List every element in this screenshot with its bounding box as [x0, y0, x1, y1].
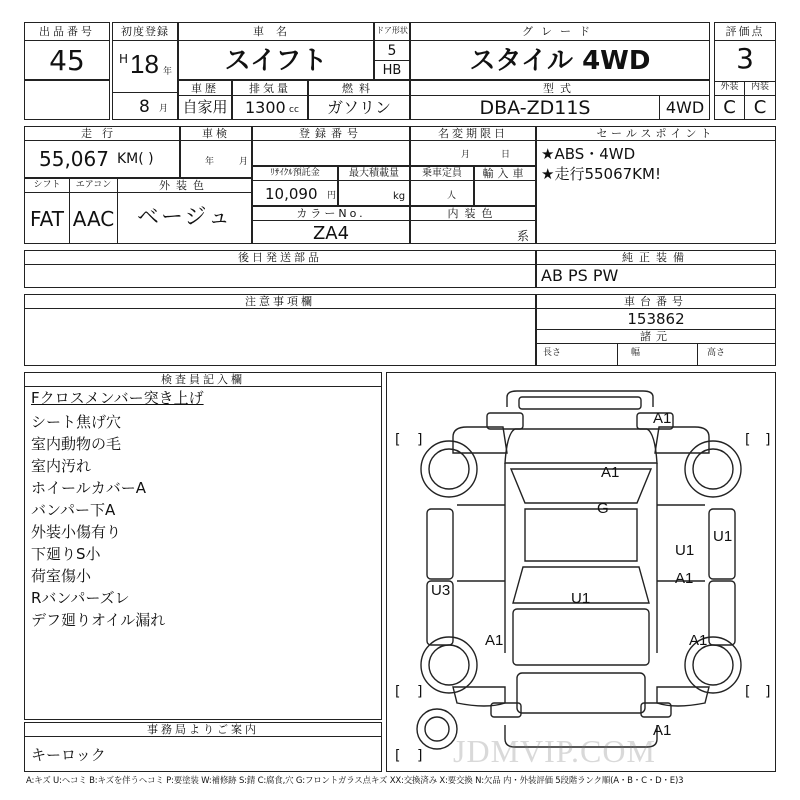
tailgate	[517, 673, 645, 713]
inspection-box	[180, 126, 252, 178]
front-wheel-left-inner	[429, 449, 469, 489]
bracket-rl-open: [	[395, 684, 401, 700]
history-box	[178, 80, 232, 120]
bracket-spare-close: ]	[417, 748, 423, 764]
later-parts-label: 後日発送部品	[238, 251, 322, 264]
grade-value: スタイル 4WD	[469, 46, 651, 76]
door-label: ドア形状	[376, 26, 408, 35]
interior-color-suffix: 系	[517, 229, 530, 243]
car-diagram	[387, 373, 775, 771]
year-unit: 年	[163, 67, 173, 77]
displacement-value: 1300	[245, 98, 286, 117]
grade-box	[410, 22, 710, 80]
ext-label: 外装	[720, 82, 739, 92]
reg-no-box	[252, 126, 410, 166]
spare-wheel	[417, 709, 457, 749]
damage-left-rear-door: U3	[431, 582, 451, 599]
interior-color-box	[410, 206, 536, 244]
fuel-box	[308, 80, 410, 120]
ac-label: エアコン	[75, 180, 112, 190]
inspection-month-unit: 月	[239, 157, 249, 167]
spare-wheel-inner	[425, 717, 449, 741]
capacity-label: 乗車定員	[422, 168, 462, 179]
damage-rear-bumper: A1	[653, 722, 672, 739]
fuel-label: 燃料	[342, 82, 376, 95]
bracket-fl-open: [	[395, 432, 401, 448]
floor-panel	[513, 609, 649, 665]
lot-blank-box	[24, 80, 110, 120]
bracket-rl-close: ]	[417, 684, 423, 700]
color-no-value: ZA4	[312, 223, 350, 244]
yen-unit: 円	[327, 191, 337, 201]
sales-points-label: セールスポイント	[596, 127, 716, 140]
inspector-note-5: ホイールカバーA	[31, 479, 146, 497]
month-value: 8	[139, 97, 150, 117]
history-label: 車歴	[191, 82, 219, 95]
month-unit: 月	[159, 104, 169, 114]
kg-unit: kg	[393, 191, 406, 202]
capacity-box	[410, 166, 474, 206]
left-front-door	[427, 509, 453, 579]
first-reg-box	[112, 22, 178, 120]
inspector-note-10: Rバンパーズレ	[31, 589, 130, 607]
max-load-box	[338, 166, 410, 206]
inspector-note-8: 下廻りS小	[31, 545, 101, 563]
inspector-note-3: 室内動物の毛	[31, 435, 122, 453]
score-box	[714, 22, 776, 120]
recycle-label: ﾘｻｲｸﾙ預託金	[270, 168, 320, 178]
name-change-box	[410, 126, 536, 166]
inspector-note-7: 外装小傷有り	[31, 523, 122, 541]
damage-right-rear: A1	[689, 632, 708, 649]
legend: A:キズ U:ヘコミ B:キズを伴うヘコミ P:要塗装 W:補修跡 S:錆 C:腐食,穴 G:フロントガラス点キズ XX:交換済み X:要交換 N:欠品 内・外装評価 5段階ランク順(A・B・C・D・E)3	[26, 776, 684, 786]
damage-front-bumper: A1	[653, 410, 672, 427]
model-box	[410, 80, 710, 120]
exterior-color-value: ベージュ	[136, 205, 233, 230]
bracket-rr-open: [	[745, 684, 751, 700]
bracket-fr-close: ]	[765, 432, 771, 448]
mileage-label: 走行	[81, 127, 123, 140]
mileage-value: 55,067	[39, 147, 109, 171]
car-name-value: スイフト	[224, 46, 328, 76]
inspector-note-6: バンパー下A	[31, 501, 116, 519]
inspector-note-1: Fクロスメンバー突き上げ	[31, 389, 204, 407]
name-change-month: 月	[461, 150, 471, 160]
car-name-label: 車名	[253, 25, 299, 38]
import-label: 輸入車	[482, 167, 528, 180]
car-diagram-box	[386, 372, 776, 772]
inspection-year-unit: 年	[205, 157, 215, 167]
car-name-box	[178, 22, 374, 80]
name-change-label: 名変期限日	[438, 127, 508, 140]
shift-color-box	[24, 178, 252, 244]
sales-point-1: ★ABS・4WD	[541, 145, 636, 163]
reg-no-label: 登録番号	[299, 127, 363, 140]
equipment-box	[536, 250, 776, 288]
spec-length: 長さ	[543, 348, 562, 358]
equipment-label: 純正装備	[622, 251, 690, 264]
cautions-label: 注意事項欄	[245, 295, 315, 308]
person-unit: 人	[447, 191, 457, 201]
year-value: 18	[130, 49, 159, 79]
score-label: 評価点	[725, 25, 765, 38]
lot-number: 45	[49, 44, 85, 77]
inspector-note-11: デフ廻りオイル漏れ	[31, 611, 166, 629]
inspector-box	[24, 372, 382, 720]
max-load-label: 最大積載量	[349, 168, 399, 179]
roof	[525, 509, 637, 561]
later-parts-box	[24, 250, 536, 288]
displacement-box	[232, 80, 308, 120]
office-note: キーロック	[31, 746, 106, 764]
name-change-day: 日	[501, 150, 511, 160]
drive-value: 4WD	[665, 98, 705, 117]
damage-floor-center: U1	[571, 590, 591, 607]
left-pillar-line	[457, 505, 505, 581]
bracket-rr-close: ]	[765, 684, 771, 700]
era-value: H	[119, 52, 129, 66]
displacement-label: 排気量	[249, 82, 291, 95]
bracket-fr-open: [	[745, 432, 751, 448]
right-rear-door	[709, 581, 735, 645]
front-fender-right	[655, 427, 709, 453]
shift-label: シフト	[33, 180, 61, 190]
model-value: DBA-ZD11S	[479, 97, 591, 119]
chassis-box	[536, 294, 776, 366]
inspector-note-9: 荷室傷小	[31, 567, 92, 585]
mileage-unit: KM( )	[117, 151, 154, 167]
color-no-label: カラーNo.	[296, 207, 366, 220]
damage-roof: G	[597, 500, 609, 517]
body-type: HB	[382, 63, 402, 78]
windshield	[511, 469, 651, 503]
history-value: 自家用	[182, 98, 228, 116]
bracket-spare-open: [	[395, 748, 401, 764]
grade-label: グレード	[522, 25, 598, 38]
int-grade: C	[753, 97, 767, 118]
front-fender-left	[453, 427, 507, 453]
recycle-value: 10,090	[265, 185, 318, 203]
interior-color-label: 内装色	[447, 207, 499, 220]
ac-value: AAC	[72, 207, 115, 231]
office-box	[24, 722, 382, 772]
sales-points-box	[536, 126, 776, 244]
inspector-note-4: 室内汚れ	[31, 457, 92, 475]
int-label: 内装	[750, 82, 769, 92]
mileage-box	[24, 126, 180, 178]
import-box	[474, 166, 536, 206]
door-box	[374, 22, 410, 80]
exterior-color-label: 外装色	[159, 179, 210, 192]
spec-width: 幅	[631, 348, 641, 358]
door-count: 5	[387, 43, 397, 59]
score-value: 3	[736, 42, 754, 75]
rear-wheel-right-inner	[693, 645, 733, 685]
damage-right-fender: U1	[713, 528, 733, 545]
damage-hood: A1	[601, 464, 620, 481]
damage-right-front-door: U1	[675, 542, 695, 559]
rear-wheel-left-inner	[429, 645, 469, 685]
inspector-label: 検査員記入欄	[161, 373, 245, 386]
chassis-value: 153862	[627, 310, 685, 328]
damage-left-rear: A1	[485, 632, 504, 649]
inspector-note-2: シート焦げ穴	[31, 413, 122, 431]
sales-point-2: ★走行55067KM!	[541, 165, 661, 183]
first-reg-label: 初度登録	[121, 25, 169, 38]
ext-grade: C	[723, 97, 736, 118]
chassis-label: 車台番号	[624, 295, 688, 308]
shift-value: FAT	[29, 207, 64, 231]
front-bumper-outline	[507, 391, 653, 407]
lot-label: 出品番号	[39, 25, 95, 38]
fuel-value: ガソリン	[326, 98, 391, 117]
front-wheel-right-inner	[693, 449, 733, 489]
office-label: 事務局よりご案内	[147, 723, 259, 736]
front-grille	[519, 397, 641, 409]
hood-outline	[505, 429, 657, 463]
watermark: JDMVIP.COM	[453, 733, 656, 769]
model-label: 型式	[543, 82, 577, 95]
damage-right-rear-door: A1	[675, 570, 694, 587]
equipment-value: AB PS PW	[541, 266, 619, 285]
inspection-label: 車検	[202, 127, 230, 140]
specs-label: 諸元	[640, 330, 672, 343]
recycle-box	[252, 166, 338, 206]
cautions-box	[24, 294, 536, 366]
color-no-box	[252, 206, 410, 244]
bracket-fl-close: ]	[417, 432, 423, 448]
lot-box	[24, 22, 110, 80]
spec-height: 高さ	[707, 348, 726, 358]
cc-unit: cc	[289, 105, 299, 115]
